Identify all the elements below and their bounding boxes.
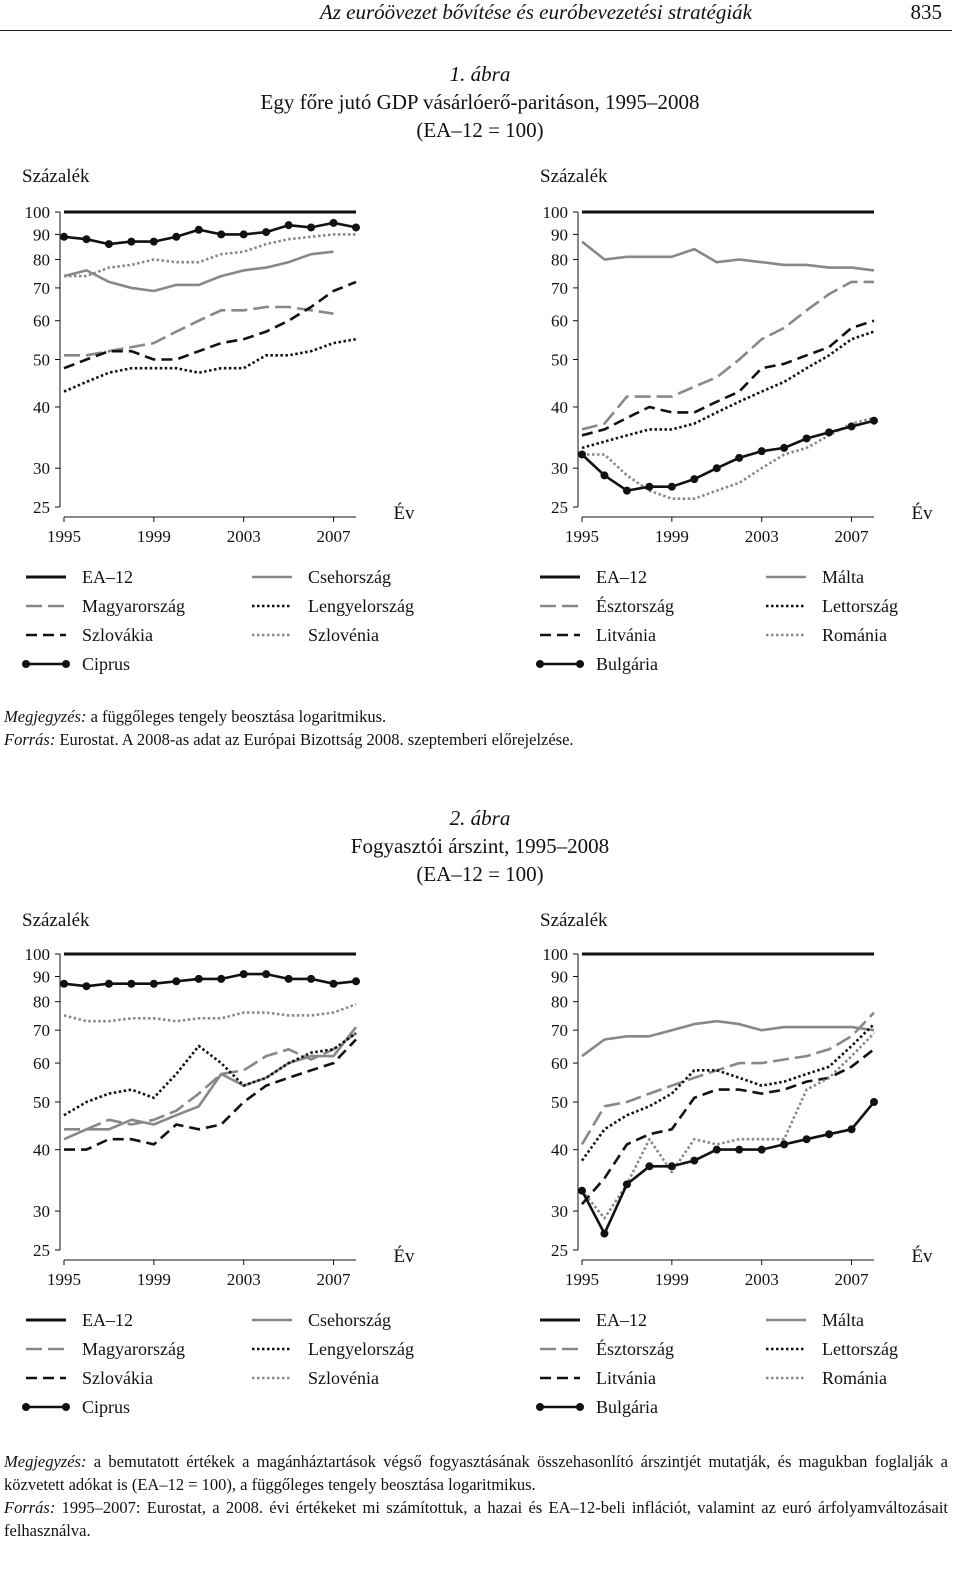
data-point	[307, 223, 315, 231]
x-tick-label: 1995	[565, 1270, 599, 1289]
legend-label: EA–12	[596, 1310, 647, 1330]
series-line	[582, 1102, 874, 1234]
data-point	[172, 233, 180, 241]
legend-marker	[536, 1403, 544, 1411]
y-tick-label: 50	[551, 1093, 568, 1112]
y-tick-label: 25	[33, 1241, 50, 1260]
data-point	[690, 475, 698, 483]
legend-marker	[62, 1403, 70, 1411]
figure1-title: Egy főre jutó GDP vásárlóerő-paritáson, 1995–2008	[260, 90, 700, 114]
y-tick-label: 100	[24, 203, 50, 222]
legend-item	[766, 1339, 898, 1359]
legend-item	[536, 1397, 658, 1417]
data-point	[578, 1187, 586, 1195]
data-point	[758, 447, 766, 455]
series-line	[64, 1004, 356, 1021]
figure2-source: 1995–2007: Eurostat, a 2008. évi értékeket mi számítottuk, a hazai és EA–12-beli inflációt, valamint az euró árfolyamváltozásait felhasználva.	[4, 1498, 948, 1540]
x-tick-label: 1995	[47, 527, 81, 546]
figure1-number: 1. ábra	[449, 62, 511, 86]
x-tick-label: 1999	[136, 1270, 171, 1289]
legend-label: Csehország	[308, 1310, 391, 1330]
legend-label: Ciprus	[82, 1397, 131, 1417]
data-point	[217, 230, 225, 238]
y-tick-label: 60	[551, 1054, 568, 1074]
legend-marker	[22, 1403, 30, 1411]
data-point	[217, 975, 225, 983]
data-point	[172, 977, 180, 985]
running-head-title: Az euróövezet bővítése és euróbevezetési stratégiák	[319, 0, 752, 24]
data-point	[127, 980, 135, 988]
figure2-note-label: Megjegyzés:	[4, 1452, 87, 1471]
legend-item	[536, 654, 658, 674]
x-axis-label: Év	[393, 1246, 415, 1267]
data-point	[578, 450, 586, 458]
legend-label: EA–12	[82, 567, 133, 587]
data-point	[195, 975, 203, 983]
legend-marker	[22, 660, 30, 668]
legend-item	[766, 1310, 864, 1330]
legend-label: Litvánia	[596, 625, 656, 645]
data-point	[623, 487, 631, 495]
legend-label: Lengyelország	[308, 1339, 414, 1359]
data-point	[105, 240, 113, 248]
x-tick-label: 2007	[834, 527, 869, 546]
data-point	[668, 483, 676, 491]
y-tick-label: 30	[551, 459, 568, 479]
data-point	[668, 1162, 676, 1170]
y-tick-label: 40	[551, 1140, 568, 1160]
y-tick-label: 30	[33, 459, 50, 479]
legend-label: Észtország	[596, 1339, 674, 1359]
series-line	[582, 242, 874, 271]
data-point	[623, 1180, 631, 1188]
chart-panel-3	[22, 910, 415, 1417]
figure2-notes	[4, 1450, 948, 1542]
x-tick-label: 2003	[226, 1270, 261, 1289]
series-line	[64, 307, 334, 355]
data-point	[848, 1125, 856, 1133]
x-axis-label: Év	[393, 503, 415, 524]
y-tick-label: 90	[551, 225, 568, 245]
legend-item	[252, 1339, 414, 1359]
legend-item	[540, 625, 656, 645]
chart-panel-2	[536, 166, 933, 674]
legend-marker	[576, 660, 584, 668]
legend-label: Lettország	[822, 1339, 898, 1359]
data-point	[645, 1162, 653, 1170]
series-line	[582, 321, 874, 436]
legend-item	[252, 625, 379, 645]
y-tick-label: 70	[33, 1021, 50, 1041]
figure1-notes	[4, 705, 948, 751]
data-point	[780, 444, 788, 452]
y-tick-label: 40	[33, 1140, 50, 1160]
series-line	[582, 1033, 874, 1218]
data-point	[690, 1157, 698, 1165]
data-point	[150, 980, 158, 988]
legend-item	[26, 596, 185, 616]
data-point	[352, 977, 360, 985]
y-tick-label: 70	[551, 278, 568, 298]
legend-marker	[536, 660, 544, 668]
legend-label: Ciprus	[82, 654, 131, 674]
legend-label: Bulgária	[596, 1397, 658, 1417]
y-tick-label: 90	[551, 967, 568, 987]
y-tick-label: 100	[542, 203, 568, 222]
y-tick-label: 50	[33, 350, 50, 370]
x-tick-label: 2007	[316, 527, 351, 546]
data-point	[262, 228, 270, 236]
data-point	[127, 238, 135, 246]
y-tick-label: 70	[33, 278, 50, 298]
data-point	[307, 975, 315, 983]
x-axis-label: Év	[911, 1246, 933, 1267]
legend-marker	[62, 660, 70, 668]
page-number: 835	[910, 0, 942, 24]
data-point	[330, 980, 338, 988]
y-tick-label: 40	[551, 397, 568, 417]
data-point	[713, 464, 721, 472]
chart-panel-1	[22, 166, 415, 674]
data-point	[825, 1130, 833, 1138]
legend-label: EA–12	[82, 1310, 133, 1330]
y-tick-label: 25	[33, 498, 50, 517]
x-tick-label: 2007	[834, 1270, 869, 1289]
series-line	[64, 1033, 356, 1115]
y-axis-label: Százalék	[22, 910, 90, 931]
series-line	[582, 282, 874, 430]
legend-marker	[576, 1403, 584, 1411]
series-line	[64, 1033, 356, 1129]
y-tick-label: 100	[542, 945, 568, 964]
y-tick-label: 100	[24, 945, 50, 964]
data-point	[848, 422, 856, 430]
data-point	[758, 1146, 766, 1154]
legend-item	[26, 567, 133, 587]
legend-item	[252, 567, 391, 587]
data-point	[60, 980, 68, 988]
y-tick-label: 60	[551, 311, 568, 331]
figure2-number: 2. ábra	[449, 806, 511, 830]
data-point	[825, 428, 833, 436]
legend-label: Románia	[822, 1368, 887, 1388]
legend-item	[26, 1368, 153, 1388]
legend-label: Szlovénia	[308, 625, 379, 645]
figure2-subtitle: (EA–12 = 100)	[416, 862, 544, 886]
x-tick-label: 2003	[744, 1270, 779, 1289]
legend-label: Románia	[822, 625, 887, 645]
y-tick-label: 80	[33, 250, 50, 270]
legend-item	[540, 1338, 674, 1359]
y-tick-label: 25	[551, 1241, 568, 1260]
y-tick-label: 60	[33, 311, 50, 331]
data-point	[82, 982, 90, 990]
figure1-source-label: Forrás:	[4, 730, 56, 749]
series-line	[64, 282, 356, 368]
data-point	[262, 970, 270, 978]
legend	[536, 567, 898, 674]
x-tick-label: 2003	[226, 527, 261, 546]
data-point	[285, 975, 293, 983]
data-point	[600, 1230, 608, 1238]
data-point	[600, 471, 608, 479]
data-point	[240, 230, 248, 238]
legend-item	[766, 596, 898, 616]
legend-item	[540, 1310, 647, 1330]
legend-label: EA–12	[596, 567, 647, 587]
legend	[22, 567, 414, 674]
data-point	[82, 235, 90, 243]
legend-label: Litvánia	[596, 1368, 656, 1388]
y-tick-label: 60	[33, 1054, 50, 1074]
legend-item	[540, 595, 674, 616]
y-tick-label: 30	[551, 1202, 568, 1222]
y-axis-label: Százalék	[540, 166, 608, 187]
legend-label: Bulgária	[596, 654, 658, 674]
legend-item	[26, 1310, 133, 1330]
y-tick-label: 25	[551, 498, 568, 517]
series-line	[64, 252, 334, 291]
y-tick-label: 80	[551, 992, 568, 1012]
legend-item	[540, 1368, 656, 1388]
data-point	[735, 454, 743, 462]
figure1-source: Eurostat. A 2008-as adat az Európai Bizottság 2008. szeptemberi előrejelzése.	[55, 730, 574, 749]
figure1-note: a függőleges tengely beosztása logaritmikus.	[86, 707, 387, 726]
y-tick-label: 50	[33, 1093, 50, 1112]
legend-item	[252, 596, 414, 616]
data-point	[150, 238, 158, 246]
data-point	[105, 980, 113, 988]
legend-label: Észtország	[596, 596, 674, 616]
legend-item	[766, 567, 864, 587]
legend-label: Magyarország	[82, 1339, 185, 1359]
data-point	[240, 970, 248, 978]
y-tick-label: 90	[33, 967, 50, 987]
y-tick-label: 50	[551, 350, 568, 370]
data-point	[330, 219, 338, 227]
legend-label: Lengyelország	[308, 596, 414, 616]
x-tick-label: 1999	[654, 1270, 689, 1289]
y-axis-label: Százalék	[540, 910, 608, 931]
legend-label: Magyarország	[82, 596, 185, 616]
chart-panel-4	[536, 910, 933, 1417]
legend-item	[252, 1310, 391, 1330]
x-tick-label: 1999	[136, 527, 171, 546]
data-point	[713, 1146, 721, 1154]
x-tick-label: 2003	[744, 527, 779, 546]
data-point	[870, 1098, 878, 1106]
figure2-title: Fogyasztói árszint, 1995–2008	[350, 834, 610, 858]
legend-item	[26, 625, 153, 645]
legend-item	[26, 1339, 185, 1359]
legend-item	[22, 654, 130, 674]
legend-label: Szlovákia	[82, 1368, 153, 1388]
series-line	[582, 1013, 874, 1145]
y-tick-label: 80	[33, 992, 50, 1012]
data-point	[645, 483, 653, 491]
legend-item	[252, 1368, 379, 1388]
legend-label: Szlovákia	[82, 625, 153, 645]
x-axis-label: Év	[911, 503, 933, 524]
y-axis-label: Százalék	[22, 166, 90, 187]
y-tick-label: 40	[33, 397, 50, 417]
series-line	[582, 1021, 874, 1056]
data-point	[735, 1146, 743, 1154]
legend-item	[766, 625, 887, 645]
legend-item	[540, 567, 647, 587]
figure2-source-label: Forrás:	[4, 1498, 56, 1517]
x-tick-label: 1999	[654, 527, 689, 546]
legend	[536, 1310, 898, 1417]
y-tick-label: 30	[33, 1202, 50, 1222]
legend-item	[766, 1368, 887, 1388]
figure1-note-label: Megjegyzés:	[4, 707, 87, 726]
legend-label: Málta	[822, 1310, 864, 1330]
series-line	[64, 339, 356, 391]
legend-label: Szlovénia	[308, 1368, 379, 1388]
data-point	[803, 434, 811, 442]
data-point	[285, 221, 293, 229]
legend	[22, 1310, 414, 1417]
x-tick-label: 1995	[47, 1270, 81, 1289]
y-tick-label: 70	[551, 1021, 568, 1041]
legend-label: Csehország	[308, 567, 391, 587]
legend-item	[22, 1397, 130, 1417]
figure2-note: a bemutatott értékek a magánháztartások végső fogyasztásának összehasonlító árszintjét mutatják, és magukban foglalják a közvetett adókat is (EA–12 = 100), a függőleges tengely beosztása logaritmikus.	[4, 1452, 948, 1494]
data-point	[780, 1140, 788, 1148]
y-tick-label: 90	[33, 225, 50, 245]
data-point	[60, 233, 68, 241]
x-tick-label: 1995	[565, 527, 599, 546]
y-tick-label: 80	[551, 250, 568, 270]
series-line	[582, 1024, 874, 1161]
x-tick-label: 2007	[316, 1270, 351, 1289]
data-point	[352, 223, 360, 231]
data-point	[803, 1135, 811, 1143]
figure1-subtitle: (EA–12 = 100)	[416, 118, 544, 142]
legend-label: Málta	[822, 567, 864, 587]
legend-label: Lettország	[822, 596, 898, 616]
data-point	[870, 417, 878, 425]
data-point	[195, 226, 203, 234]
